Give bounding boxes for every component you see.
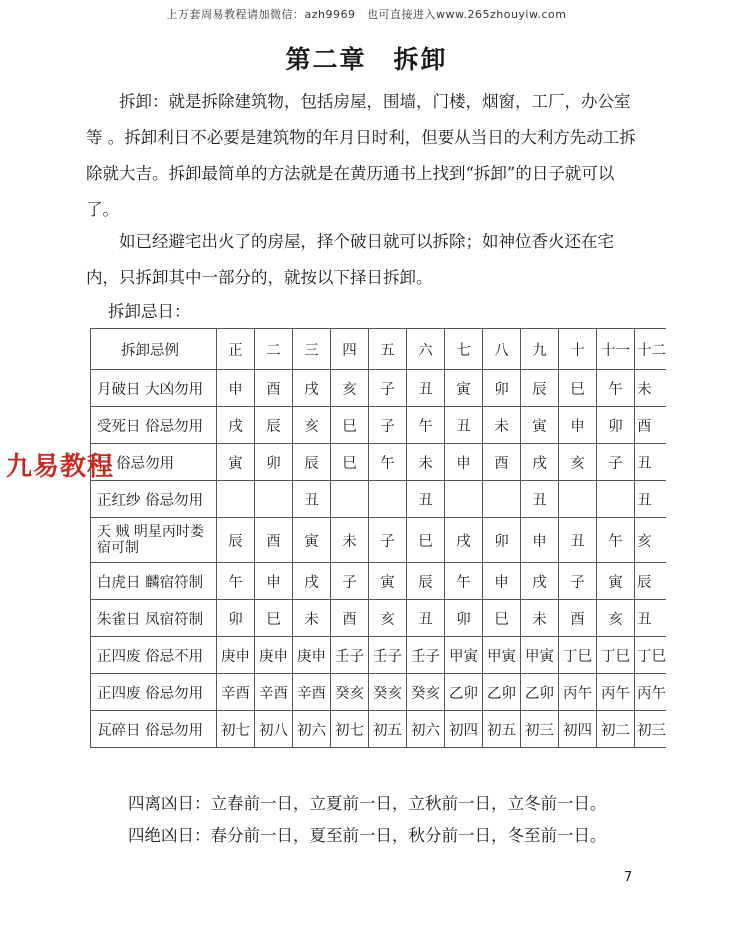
table-cell: 乙卯 xyxy=(521,674,559,711)
page-number: 7 xyxy=(624,870,633,885)
month-header: 五 xyxy=(369,329,407,370)
table-cell: 寅 xyxy=(597,563,635,600)
month-header: 十一 xyxy=(597,329,635,370)
table-cell: 癸亥 xyxy=(331,674,369,711)
table-cell: 辰 xyxy=(217,518,255,563)
table-cell: 卯 xyxy=(483,518,521,563)
table-cell xyxy=(483,481,521,518)
table-cell: 丑 xyxy=(635,600,667,637)
table-cell: 亥 xyxy=(293,407,331,444)
table-cell: 未 xyxy=(407,444,445,481)
table-row xyxy=(91,444,667,481)
table-cell: 亥 xyxy=(559,444,597,481)
table-cell: 未 xyxy=(293,600,331,637)
table-cell: 庚申 xyxy=(255,637,293,674)
table-cell: 初六 xyxy=(407,711,445,748)
table-row xyxy=(91,563,667,600)
table-cell xyxy=(331,481,369,518)
table-cell: 初二 xyxy=(597,711,635,748)
table-cell: 午 xyxy=(597,370,635,407)
table-row xyxy=(91,407,667,444)
table-cell: 巳 xyxy=(407,518,445,563)
table-cell: 丙午 xyxy=(635,674,667,711)
table-cell: 辛酉 xyxy=(217,674,255,711)
month-header: 三 xyxy=(293,329,331,370)
table-cell: 壬子 xyxy=(407,637,445,674)
table-cell: 戌 xyxy=(293,370,331,407)
table-cell: 壬子 xyxy=(369,637,407,674)
table-cell: 丑 xyxy=(293,481,331,518)
table-cell: 辰 xyxy=(635,563,667,600)
table-row xyxy=(91,674,667,711)
table-cell: 酉 xyxy=(331,600,369,637)
table-cell: 寅 xyxy=(369,563,407,600)
table-cell: 巳 xyxy=(559,370,597,407)
month-header: 正 xyxy=(217,329,255,370)
table-cell: 酉 xyxy=(559,600,597,637)
chapter-title: 第二章 拆卸 xyxy=(285,45,448,74)
table-cell: 庚申 xyxy=(293,637,331,674)
table-cell: 辰 xyxy=(407,563,445,600)
table-cell xyxy=(597,481,635,518)
table-cell: 丑 xyxy=(635,444,667,481)
table-cell: 子 xyxy=(369,518,407,563)
table-cell: 巳 xyxy=(483,600,521,637)
table-cell: 戌 xyxy=(217,407,255,444)
table-cell: 午 xyxy=(407,407,445,444)
table-cell: 戌 xyxy=(293,563,331,600)
table-row xyxy=(91,370,667,407)
row-label: 正红纱 俗忌勿用 xyxy=(91,481,217,518)
table-cell: 甲寅 xyxy=(445,637,483,674)
row-label: 月破日 大凶勿用 xyxy=(91,370,217,407)
month-header: 九 xyxy=(521,329,559,370)
table-cell: 酉 xyxy=(483,444,521,481)
table-cell: 戌 xyxy=(445,518,483,563)
table-cell: 申 xyxy=(445,444,483,481)
table-cell: 丑 xyxy=(407,481,445,518)
table-body xyxy=(91,370,667,748)
table-cell: 初五 xyxy=(483,711,521,748)
table-cell: 子 xyxy=(597,444,635,481)
table-cell: 午 xyxy=(217,563,255,600)
table-row xyxy=(91,518,667,563)
table-cell: 申 xyxy=(217,370,255,407)
table-cell: 丙午 xyxy=(597,674,635,711)
taboo-table xyxy=(90,328,666,748)
table-cell: 丑 xyxy=(559,518,597,563)
four-extinction-days: 四绝凶日：春分前一日，夏至前一日，秋分前一日，冬至前一日。 xyxy=(128,826,607,845)
table-cell: 寅 xyxy=(293,518,331,563)
table-cell: 申 xyxy=(521,518,559,563)
row-label: 朱雀日 凤宿符制 xyxy=(91,600,217,637)
table-cell: 初三 xyxy=(521,711,559,748)
table-cell: 甲寅 xyxy=(483,637,521,674)
table-row xyxy=(91,711,667,748)
table-cell: 卯 xyxy=(217,600,255,637)
table-cell: 戌 xyxy=(521,444,559,481)
table-cell: 丙午 xyxy=(559,674,597,711)
table-cell: 辛酉 xyxy=(293,674,331,711)
table-cell: 巳 xyxy=(331,444,369,481)
table-cell: 子 xyxy=(369,370,407,407)
table-cell: 初七 xyxy=(217,711,255,748)
month-header: 七 xyxy=(445,329,483,370)
table-cell: 辰 xyxy=(293,444,331,481)
table-header-label: 拆卸忌例 xyxy=(91,329,217,370)
row-label: 日 俗忌勿用 xyxy=(91,444,217,481)
table-cell: 酉 xyxy=(255,370,293,407)
table-cell: 午 xyxy=(369,444,407,481)
intro-paragraph: 拆卸：就是拆除建筑物，包括房屋，围墙，门楼，烟窗，工厂，办公室等 。拆卸利日不必要是建筑物的年月日时利，但要从当日的大利方先动工拆除就大吉。拆卸最简单的方法就是在黄历通书上找到“拆卸”的日子就可以了。 xyxy=(86,92,636,219)
table-cell: 丁巳 xyxy=(635,637,667,674)
table-row xyxy=(91,600,667,637)
table-cell: 卯 xyxy=(255,444,293,481)
table-cell: 初五 xyxy=(369,711,407,748)
table-cell xyxy=(445,481,483,518)
table-cell: 未 xyxy=(331,518,369,563)
table-cell: 巳 xyxy=(331,407,369,444)
table-cell: 辛酉 xyxy=(255,674,293,711)
table-cell: 卯 xyxy=(445,600,483,637)
table-cell xyxy=(559,481,597,518)
table-cell: 初四 xyxy=(445,711,483,748)
table-cell: 子 xyxy=(369,407,407,444)
table-cell: 申 xyxy=(483,563,521,600)
table-cell: 未 xyxy=(635,370,667,407)
taboo-table-title: 拆卸忌日： xyxy=(108,302,191,321)
table-cell: 寅 xyxy=(521,407,559,444)
table-cell: 初七 xyxy=(331,711,369,748)
table-cell: 亥 xyxy=(331,370,369,407)
table-cell: 酉 xyxy=(255,518,293,563)
row-label: 白虎日 麟宿符制 xyxy=(91,563,217,600)
table-cell: 亥 xyxy=(635,518,667,563)
table-cell: 丁巳 xyxy=(559,637,597,674)
table-header-row xyxy=(91,329,667,370)
table-row xyxy=(91,637,667,674)
table-cell: 丑 xyxy=(521,481,559,518)
table-cell: 初六 xyxy=(293,711,331,748)
table-cell: 未 xyxy=(521,600,559,637)
table-cell: 酉 xyxy=(635,407,667,444)
table-cell: 初八 xyxy=(255,711,293,748)
table-cell: 申 xyxy=(559,407,597,444)
row-label: 正四废 俗忌不用 xyxy=(91,637,217,674)
table-cell: 甲寅 xyxy=(521,637,559,674)
table-cell: 巳 xyxy=(255,600,293,637)
row-label: 受死日 俗忌勿用 xyxy=(91,407,217,444)
month-header: 八 xyxy=(483,329,521,370)
table-cell: 寅 xyxy=(445,370,483,407)
header-note: 上万套周易教程请加微信：azh9969 也可直接进入www.265zhouyiw.com xyxy=(166,8,567,21)
four-separation-days: 四离凶日：立春前一日，立夏前一日，立秋前一日，立冬前一日。 xyxy=(128,794,607,813)
table-cell: 申 xyxy=(255,563,293,600)
table-cell xyxy=(255,481,293,518)
table-cell: 初四 xyxy=(559,711,597,748)
table-cell: 午 xyxy=(597,518,635,563)
row-label: 瓦碎日 俗忌勿用 xyxy=(91,711,217,748)
table-cell: 辰 xyxy=(255,407,293,444)
table-cell: 辰 xyxy=(521,370,559,407)
second-paragraph: 如已经避宅出火了的房屋，择个破日就可以拆除；如神位香火还在宅内，只拆卸其中一部分的，就按以下择日拆卸。 xyxy=(86,232,614,287)
table-cell: 午 xyxy=(445,563,483,600)
table-cell: 未 xyxy=(483,407,521,444)
row-label: 正四废 俗忌勿用 xyxy=(91,674,217,711)
month-header: 四 xyxy=(331,329,369,370)
table-cell: 卯 xyxy=(597,407,635,444)
table-cell: 丑 xyxy=(445,407,483,444)
table-cell: 卯 xyxy=(483,370,521,407)
table-cell: 庚申 xyxy=(217,637,255,674)
table-row xyxy=(91,481,667,518)
table-cell: 子 xyxy=(331,563,369,600)
table-cell xyxy=(369,481,407,518)
month-header: 二 xyxy=(255,329,293,370)
table-cell: 亥 xyxy=(597,600,635,637)
table-cell xyxy=(217,481,255,518)
table-cell: 癸亥 xyxy=(407,674,445,711)
row-label: 天 贼 明星丙时娄宿可制 xyxy=(91,518,217,563)
table-cell: 寅 xyxy=(217,444,255,481)
table-cell: 丑 xyxy=(635,481,667,518)
table-cell: 乙卯 xyxy=(445,674,483,711)
table-cell: 丑 xyxy=(407,600,445,637)
table-cell: 子 xyxy=(559,563,597,600)
month-header: 十 xyxy=(559,329,597,370)
table-cell: 戌 xyxy=(521,563,559,600)
month-header: 六 xyxy=(407,329,445,370)
table-cell: 癸亥 xyxy=(369,674,407,711)
table-cell: 壬子 xyxy=(331,637,369,674)
table-cell: 亥 xyxy=(369,600,407,637)
table-cell: 初三 xyxy=(635,711,667,748)
month-header: 十二 xyxy=(635,329,667,370)
table-cell: 丑 xyxy=(407,370,445,407)
table-cell: 乙卯 xyxy=(483,674,521,711)
watermark-logo: 九易教程 xyxy=(6,452,115,482)
table-cell: 丁巳 xyxy=(597,637,635,674)
